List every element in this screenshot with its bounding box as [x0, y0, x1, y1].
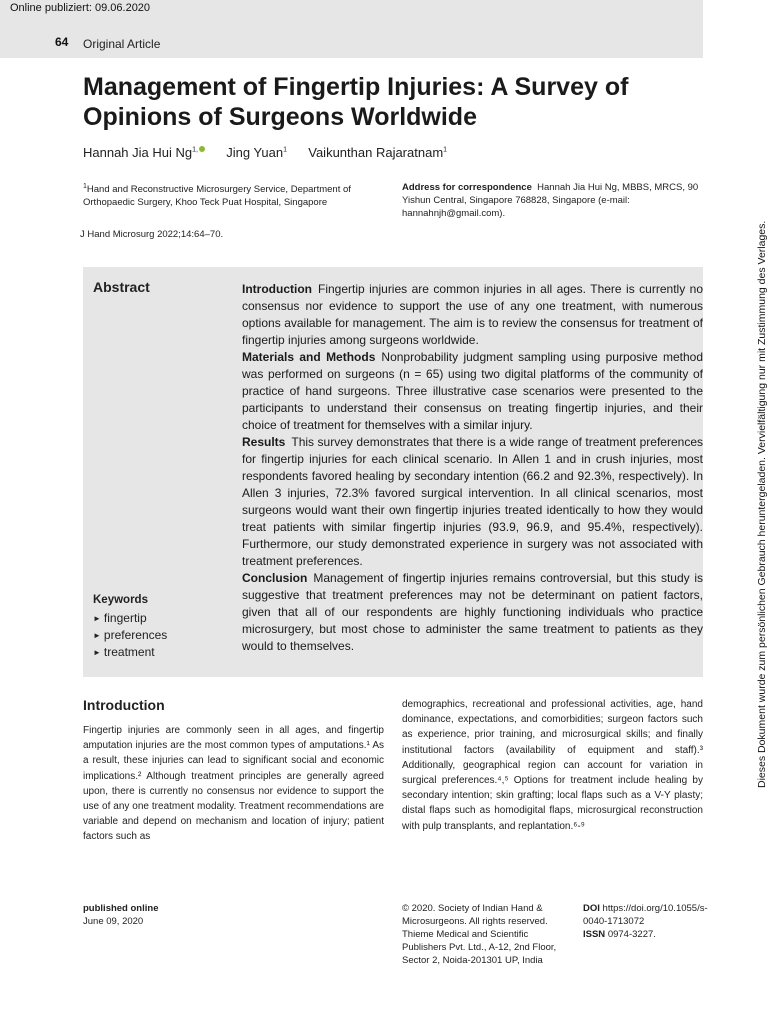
copyright-notice: © 2020. Society of Indian Hand & Microsurgeons. All rights reserved. Thieme Medical and Scientific Publishers Pvt. Ltd., A-12, 2nd Floor, Sector 2, Noida-201301 UP, India — [402, 903, 557, 966]
correspondence-text: Hannah Jia Hui Ng, MBBS, MRCS, 90 Yishun Central, Singapore 768828, Singapore (e-mail: hannahnjh@gmail.com). — [402, 182, 699, 219]
abstract-section — [242, 349, 703, 434]
abstract-section-label: Materials and Methods — [242, 350, 376, 364]
body-column-right — [402, 697, 703, 834]
correspondence-label: Address for correspondence — [402, 182, 532, 193]
orcid-icon[interactable] — [199, 146, 205, 152]
author-affiliation-sup: 1 — [283, 146, 287, 154]
section-heading-introduction: Introduction — [83, 697, 165, 713]
body-column-left — [83, 697, 384, 845]
author-name: Jing Yuan — [226, 145, 284, 160]
journal-citation: J Hand Microsurg 2022;14:64–70. — [80, 229, 224, 240]
abstract-section-label: Results — [242, 435, 286, 449]
author-affiliation-sup: 1 — [443, 146, 448, 154]
doi-label: DOI — [583, 903, 600, 914]
online-published-note: Online publiziert: 09.06.2020 — [10, 2, 151, 14]
abstract-section — [242, 281, 703, 349]
author-list — [83, 145, 447, 160]
abstract-section-text: This survey demonstrates that there is a wide range of treatment preferences for fingertip injuries for each clinical scenario. In Allen 1 and in crush injuries, most respondents favored healing by secondary intention (66.2 and 92.3%, respectively). In Allen 3 injuries, 72.3% favored surgical intervention. In all clinical scenarios, most surgeons would want their own fingertip injuries treated identically to how they would treat patients with similar fingertip injuries (93.9, 96.9, and 95.4%, respectively). Furthermore, our study demonstrated experience in surgery was not associated with treatment preferences. — [242, 435, 703, 568]
affiliation-text: Hand and Reconstructive Microsurgery Service, Department of Orthopaedic Surgery, Khoo Teck Puat Hospital, Singapore — [83, 184, 351, 209]
abstract-section-text: Nonprobability judgment sampling using purposive method was performed on surgeons (n = 65) using two digital platforms of the community of practice of hand surgeons. Three illustrative case scenarios were presented to the participants to understand their consensus on treating fingertip injuries, and their choice of treatment for themselves with a similar injury. — [242, 350, 704, 432]
author-name: Vaikunthan Rajaratnam — [308, 145, 444, 160]
author-name: Hannah Jia Hui Ng — [83, 145, 193, 160]
correspondence — [402, 181, 702, 220]
doi-block — [583, 902, 713, 941]
author-affiliation-sup: 1, — [192, 146, 198, 154]
keyword-item: ► preferences — [93, 627, 167, 644]
body-paragraph: demographics, recreational and professional activities, age, hand dominance, expectations, and comorbidities; surgeon factors such as experience, prior training, and microsurgical skills; and finally institutional factors (availability of equipment and staff).³ Additionally, geographical region can account for variation in surgical preferences.⁴,⁵ Options for treatment include healing by secondary intention; skin grafting; local flaps such as a V-Y plasty; distal flaps such as homodigital flaps, microsurgical reconstruction with pulp transplants, and replantation.⁶-⁹ — [402, 699, 703, 832]
abstract-section-text: Management of fingertip injuries remains controversial, but this study is suggestive that treatment preferences may not be determinant on patient factors, given that all of our respondents are highly functioning individuals who practice microsurgery, but most chose to administer the same treatment to patients as they would to themselves. — [242, 571, 703, 653]
published-date: June 09, 2020 — [83, 916, 144, 927]
abstract-box — [83, 267, 703, 677]
download-notice: Dieses Dokument wurde zum persönlichen Gebrauch heruntergeladen. Vervielfältigung nur mit Zustimmung des Verlages. — [756, 220, 768, 788]
keywords-heading: Keywords — [93, 594, 148, 606]
header-bar — [0, 0, 703, 58]
abstract-section-label: Conclusion — [242, 571, 308, 585]
abstract-section — [242, 570, 703, 655]
page-number: 64 — [55, 35, 69, 49]
body-paragraph: Fingertip injuries are commonly seen in all ages, and fingertip amputation injuries are the most common types of amputations.¹ As a result, these injuries can lead to significant social and economic implications.² Although treatment principles are generally agreed upon, there is currently no consensus nor evidence to support the use of any one treatment modality. Treatment recommendations are variable and depend on mechanism and location of injury; patient factors such as — [83, 725, 384, 843]
doi-link[interactable]: https://doi.org/10.1055/s-0040-1713072 — [583, 903, 708, 927]
article-type: Original Article — [83, 37, 161, 51]
issn-label: ISSN — [583, 929, 606, 940]
keyword-item: ► treatment — [93, 644, 167, 661]
abstract-body — [242, 281, 703, 655]
issn-value: 0974-3227. — [607, 929, 656, 940]
affiliation-number: 1 — [83, 183, 87, 190]
published-online — [83, 902, 158, 928]
abstract-heading: Abstract — [93, 279, 150, 295]
abstract-section-text: Fingertip injuries are common injuries in all ages. There is currently no consensus nor evidence to support the use of any one treatment, with numerous options available for management. The aim is to review the consensus for treatment of fingertip injuries among surgeons worldwide. — [242, 282, 703, 347]
published-label: published online — [83, 903, 159, 914]
keyword-item: ► fingertip — [93, 610, 167, 627]
abstract-section — [242, 434, 703, 570]
affiliation — [83, 180, 383, 209]
article-title: Management of Fingertip Injuries: A Survey of Opinions of Surgeons Worldwide — [83, 73, 629, 131]
keywords-list — [93, 610, 167, 661]
abstract-section-label: Introduction — [242, 282, 312, 296]
